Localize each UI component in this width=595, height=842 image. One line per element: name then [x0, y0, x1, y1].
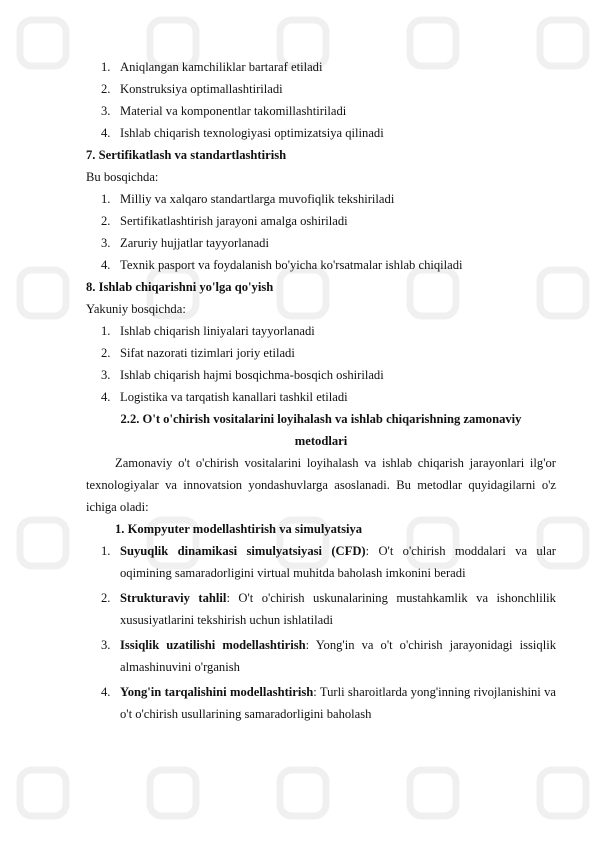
- term: Issiqlik uzatilishi modellashtirish: [120, 638, 306, 652]
- list-item: 2. Strukturaviy tahlil: O't o'chirish uskunalarining mustahkamlik va ishonchlilik xususiyatlarini tekshirish uchun ishlatiladi: [101, 591, 556, 627]
- list-item: 4. Ishlab chiqarish texnologiyasi optimizatsiya qilinadi: [101, 126, 384, 140]
- list-item: 4. Texnik pasport va foydalanish bo'yicha ko'rsatmalar ishlab chiqiladi: [101, 258, 463, 272]
- term: Yong'in tarqalishini modellashtirish: [120, 685, 314, 699]
- section-intro-8: Yakuniy bosqichda:: [86, 302, 186, 316]
- section-heading-line: metodlari: [294, 434, 348, 448]
- list-item: 4. Yong'in tarqalishini modellashtirish: Turli sharoitlarda yong'inning rivojlanishini va o't o'chirish usullarining samaradorligini baholash: [101, 685, 557, 721]
- section-heading-2-2: [86, 408, 556, 452]
- list-item: 1. Ishlab chiqarish liniyalari tayyorlanadi: [101, 324, 315, 338]
- section-heading-line: 2.2. O't o'chirish vositalarini loyihalash va ishlab chiqarishning zamonaviy: [120, 412, 522, 426]
- list-certification: [86, 188, 556, 276]
- term: Suyuqlik dinamikasi simulyatsiyasi (CFD): [120, 544, 366, 558]
- list-item: 1. Aniqlangan kamchiliklar bartaraf etiladi: [101, 60, 323, 74]
- list-item: 3. Ishlab chiqarish hajmi bosqichma-bosqich oshiriladi: [101, 368, 384, 382]
- term-description: : O't o'chirish uskunalarining mustahkamlik va ishonchlilik xususiyatlarini tekshirish uchun ishlatiladi: [120, 591, 556, 627]
- list-item: 4. Logistika va tarqatish kanallari tashkil etiladi: [101, 390, 348, 404]
- list-item: 2. Sertifikatlashtirish jarayoni amalga oshiriladi: [101, 214, 348, 228]
- section-heading-8: 8. Ishlab chiqarishni yo'lga qo'yish: [86, 280, 274, 294]
- term-description: : Turli sharoitlarda yong'inning rivojlanishini va o't o'chirish usullarining samaradorligini baholash: [120, 685, 557, 721]
- list-improvements: [86, 56, 556, 144]
- list-production: [86, 320, 556, 408]
- list-item: 3. Issiqlik uzatilishi modellashtirish: Yong'in va o't o'chirish jarayonidagi issiqlik almashinuvini o'rganish: [101, 638, 556, 674]
- list-methods: [86, 540, 556, 725]
- list-item: 1. Milliy va xalqaro standartlarga muvofiqlik tekshiriladi: [101, 192, 395, 206]
- term-description: : Yong'in va o't o'chirish jarayonidagi issiqlik almashinuvini o'rganish: [120, 638, 556, 674]
- list-item: 2. Sifat nazorati tizimlari joriy etiladi: [101, 346, 295, 360]
- subsection-heading: 1. Kompyuter modellashtirish va simulyatsiya: [115, 522, 363, 536]
- list-item: 3. Zaruriy hujjatlar tayyorlanadi: [101, 236, 269, 250]
- list-item: 1. Suyuqlik dinamikasi simulyatsiyasi (CFD): O't o'chirish moddalari va ular oqimining samaradorligini virtual muhitda baholash imkonini beradi: [101, 544, 556, 580]
- section-heading-7: 7. Sertifikatlash va standartlashtirish: [86, 148, 287, 162]
- list-item: 3. Material va komponentlar takomillashtiriladi: [101, 104, 347, 118]
- term-description: : O't o'chirish moddalari va ular oqimining samaradorligini virtual muhitda baholash imkonini beradi: [120, 544, 556, 580]
- intro-paragraph: Zamonaviy o't o'chirish vositalarini loyihalash va ishlab chiqarish jarayonlari ilg'or texnologiyalar va innovatsion yondashuvlarga asoslanadi. Bu metodlar quyidagilarni o'z ichiga oladi:: [86, 456, 556, 514]
- document-content: [86, 56, 556, 725]
- list-item: 2. Konstruksiya optimallashtiriladi: [101, 82, 283, 96]
- section-intro-7: Bu bosqichda:: [86, 170, 159, 184]
- term: Strukturaviy tahlil: [120, 591, 227, 605]
